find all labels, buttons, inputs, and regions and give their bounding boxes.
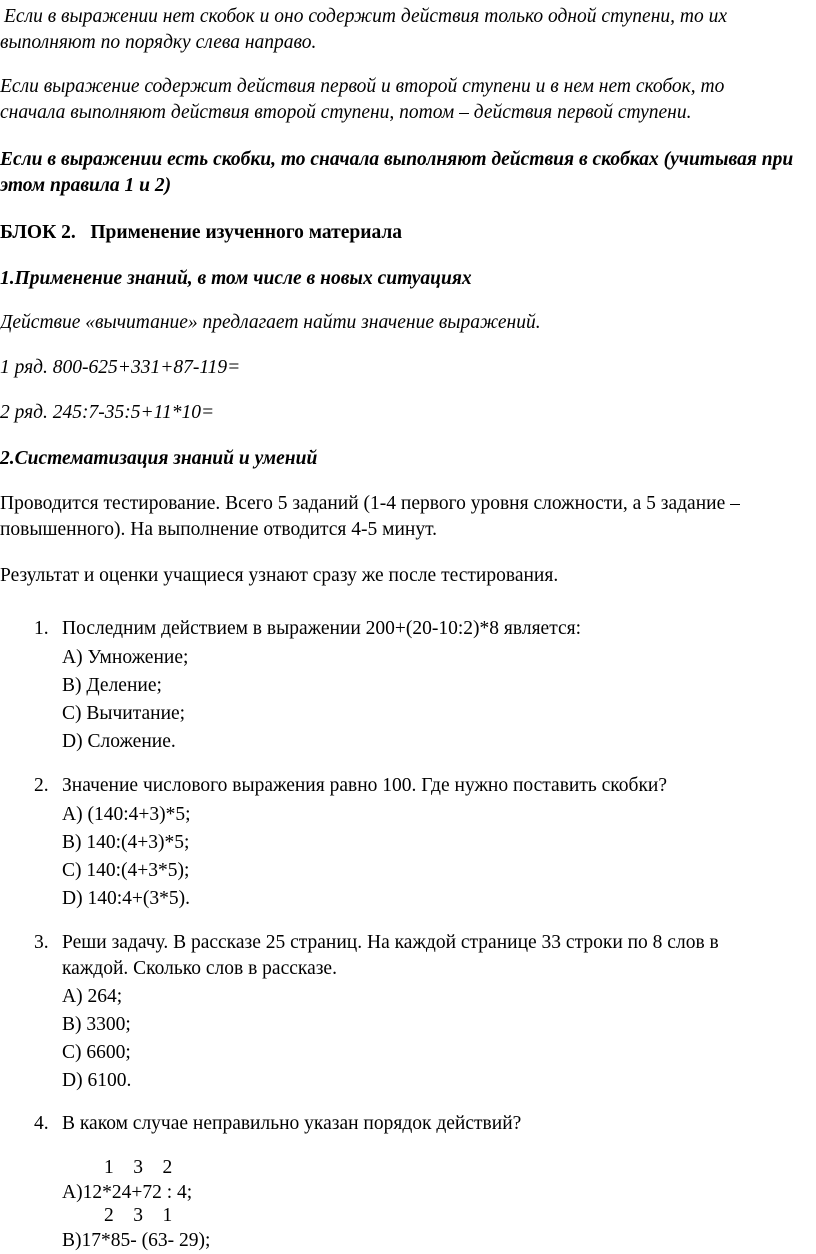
test-intro-line-1: Проводится тестирование. Всего 5 заданий (1-4 первого уровня сложности, а 5 задание –: [0, 493, 740, 514]
question-1-option-d: D) Сложение.: [62, 731, 176, 752]
question-1-option-b: B) Деление;: [62, 675, 162, 696]
question-4-option-b: B)17*85- (63- 29);: [62, 1230, 211, 1251]
question-1-number: 1.: [34, 618, 49, 639]
question-2-option-c: C) 140:(4+3*5);: [62, 860, 190, 881]
question-1-text: Последним действием в выражении 200+(20-10:2)*8 является:: [62, 618, 582, 639]
rule-3-line-1: Если в выражении есть скобки, то сначала выполняют действия в скобках (учитывая при: [0, 149, 794, 170]
rule-3-line-2: этом правила 1 и 2): [0, 175, 172, 196]
test-intro-line-2: повышенного). На выполнение отводится 4-5 минут.: [0, 519, 438, 540]
question-4-option-a: A)12*24+72 : 4;: [62, 1182, 193, 1203]
question-1-option-c: C) Вычитание;: [62, 703, 186, 724]
question-3-text-line-1: Реши задачу. В рассказе 25 страниц. На каждой странице 33 строки по 8 слов в: [62, 932, 719, 953]
rule-1-line-2: выполняют по порядку слева направо.: [0, 32, 317, 53]
rule-2-line-2: сначала выполняют действия второй ступени, потом – действия первой ступени.: [0, 102, 692, 123]
question-1-option-a: A) Умножение;: [62, 647, 189, 668]
task-intro: Действие «вычитание» предлагает найти значение выражений.: [0, 312, 541, 333]
question-3-option-a: A) 264;: [62, 986, 123, 1007]
block-heading: [0, 220, 402, 246]
row-1-expression: 1 ряд. 800-625+331+87-119=: [0, 357, 241, 378]
question-2-option-b: B) 140:(4+3)*5;: [62, 832, 190, 853]
block-title: Применение изученного материала: [90, 222, 403, 243]
option-a-step-order: 1 3 2: [104, 1157, 173, 1178]
rule-1-line-1: Если в выражении нет скобок и оно содержит действия только одной ступени, то их: [4, 6, 727, 27]
question-2-number: 2.: [34, 775, 49, 796]
result-line: Результат и оценки учащиеся узнают сразу же после тестирования.: [0, 565, 559, 586]
block-label: БЛОК 2.: [0, 222, 76, 243]
question-3-number: 3.: [34, 932, 49, 953]
question-3-text-line-2: каждой. Сколько слов в рассказе.: [62, 958, 337, 979]
question-2-option-a: A) (140:4+3)*5;: [62, 804, 191, 825]
question-3-option-d: D) 6100.: [62, 1070, 132, 1091]
question-3-option-c: C) 6600;: [62, 1042, 131, 1063]
question-2-option-d: D) 140:4+(3*5).: [62, 888, 190, 909]
section-2-heading: 2.Систематизация знаний и умений: [0, 448, 318, 469]
rule-2-line-1: Если выражение содержит действия первой и второй ступени и в нем нет скобок, то: [0, 76, 725, 97]
question-3-option-b: B) 3300;: [62, 1014, 131, 1035]
question-2-text: Значение числового выражения равно 100. Где нужно поставить скобки?: [62, 775, 668, 796]
row-2-expression: 2 ряд. 245:7-35:5+11*10=: [0, 402, 215, 423]
question-4-number: 4.: [34, 1113, 49, 1134]
option-b-step-order: 2 3 1: [104, 1205, 173, 1226]
question-4-text: В каком случае неправильно указан порядок действий?: [62, 1113, 522, 1134]
section-1-heading: 1.Применение знаний, в том числе в новых ситуациях: [0, 268, 472, 289]
